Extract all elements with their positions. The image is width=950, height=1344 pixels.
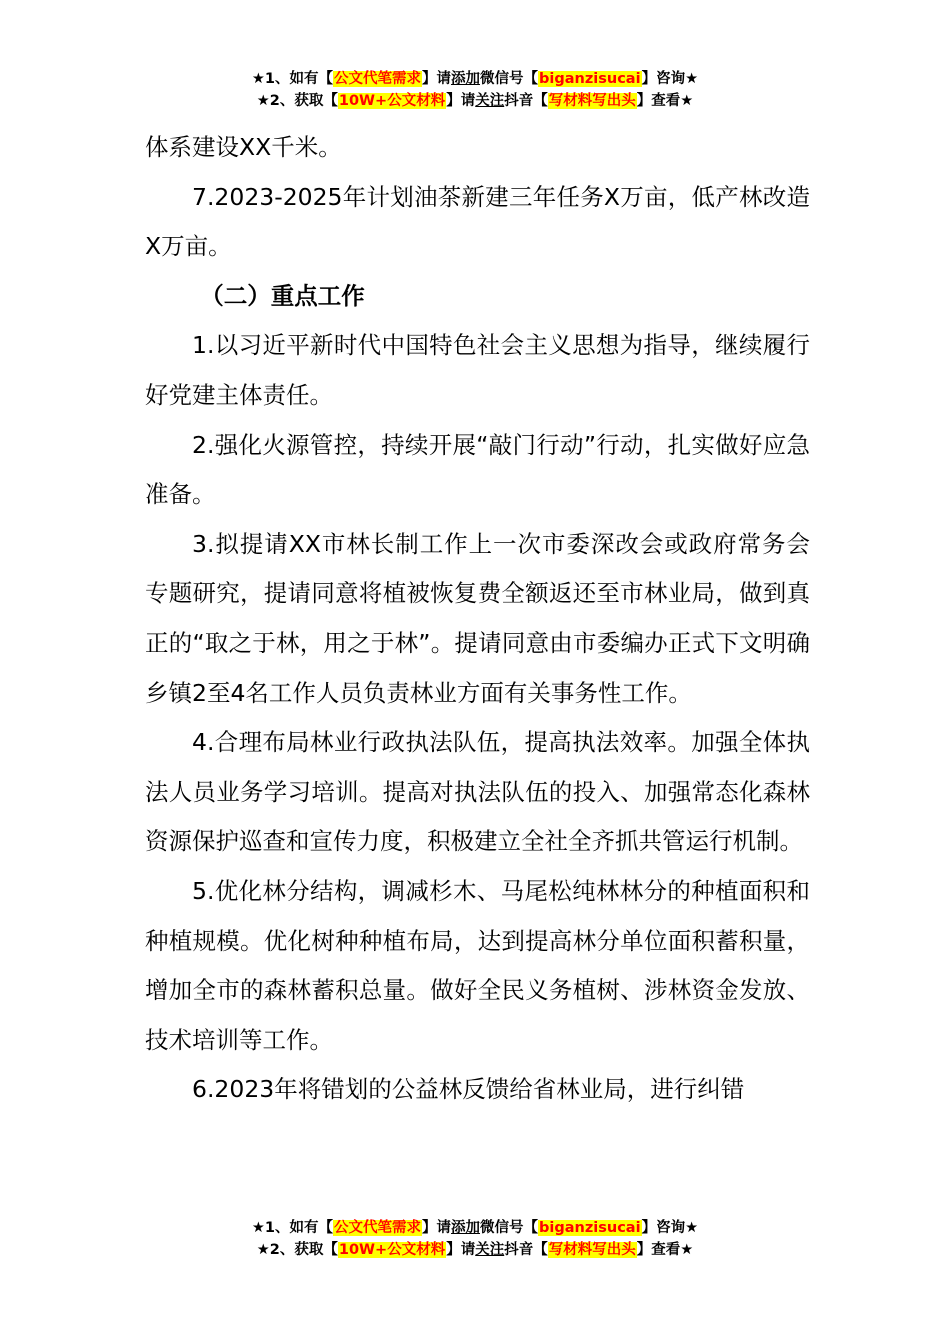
banner-line-2 bbox=[0, 90, 950, 112]
banner-underlined-text: 关注 bbox=[475, 1242, 505, 1258]
highlight-materials: 10W+公文材料 bbox=[338, 1242, 446, 1258]
highlight-materials: 10W+公文材料 bbox=[338, 93, 446, 109]
banner-text: ★2、获取【 bbox=[256, 93, 338, 109]
banner-text: 微信号【 bbox=[480, 71, 539, 87]
banner-text: 】查看★ bbox=[636, 93, 694, 109]
paragraph-item-1: 1.以习近平新时代中国特色社会主义思想为指导，继续履行好党建主体责任。 bbox=[145, 331, 810, 409]
section-heading: （二）重点工作 bbox=[200, 281, 365, 310]
banner-text: 】咨询★ bbox=[641, 1220, 699, 1236]
paragraph-continued: 体系建设XX千米。 bbox=[145, 133, 342, 161]
highlight-wechat-id: biganzisucai bbox=[539, 1220, 641, 1236]
banner-text: 】查看★ bbox=[636, 1242, 694, 1258]
banner-text: 抖音【 bbox=[504, 1242, 548, 1258]
header-banner bbox=[0, 68, 950, 112]
banner-text: ★1、如有【 bbox=[251, 71, 334, 87]
banner-line-1 bbox=[0, 1217, 950, 1239]
banner-line-1 bbox=[0, 68, 950, 90]
banner-text: 微信号【 bbox=[480, 1220, 539, 1236]
banner-underlined-text: 添加 bbox=[451, 71, 481, 87]
highlight-service: 公文代笔需求 bbox=[334, 71, 422, 87]
banner-text: 】请 bbox=[422, 1220, 452, 1236]
banner-text: ★1、如有【 bbox=[251, 1220, 334, 1236]
footer-banner bbox=[0, 1217, 950, 1261]
paragraph-item-2: 2.强化火源管控，持续开展“敲门行动”行动，扎实做好应急准备。 bbox=[145, 430, 810, 509]
banner-text: 】请 bbox=[446, 1242, 476, 1258]
banner-underlined-text: 添加 bbox=[451, 1220, 481, 1236]
banner-text: 】请 bbox=[422, 71, 452, 87]
paragraph-item-6: 6.2023年将错划的公益林反馈给省林业局，进行纠错 bbox=[192, 1075, 745, 1104]
paragraph-item-3: 3.拟提请XX市林长制工作上一次市委深改会或政府常务会专题研究，提请同意将植被恢复费全额返还至市林业局，做到真正的“取之于林，用之于林”。提请同意由市委编办正式下文明确乡镇2至4名工作人员负责林业方面有关事务性工作。 bbox=[145, 529, 810, 707]
banner-text: 】请 bbox=[446, 93, 476, 109]
paragraph-item-7: 7.2023-2025年计划油茶新建三年任务X万亩，低产林改造X万亩。 bbox=[145, 182, 810, 261]
highlight-douyin-account: 写材料写出头 bbox=[548, 93, 636, 109]
banner-text: 】咨询★ bbox=[641, 71, 699, 87]
paragraph-item-5: 5.优化林分结构，调减杉木、马尾松纯林林分的种植面积和种植规模。优化树种种植布局，达到提高林分单位面积蓄积量，增加全市的森林蓄积总量。做好全民义务植树、涉林资金发放、技术培训等工作。 bbox=[145, 876, 810, 1054]
paragraph-item-4: 4.合理布局林业行政执法队伍，提高执法效率。加强全体执法人员业务学习培训。提高对执法队伍的投入、加强常态化森林资源保护巡查和宣传力度，积极建立全社全齐抓共管运行机制。 bbox=[145, 728, 810, 856]
document-body bbox=[145, 123, 810, 1115]
banner-text: 抖音【 bbox=[504, 93, 548, 109]
highlight-wechat-id: biganzisucai bbox=[539, 71, 641, 87]
highlight-douyin-account: 写材料写出头 bbox=[548, 1242, 636, 1258]
highlight-service: 公文代笔需求 bbox=[334, 1220, 422, 1236]
banner-underlined-text: 关注 bbox=[475, 93, 505, 109]
banner-line-2 bbox=[0, 1239, 950, 1261]
banner-text: ★2、获取【 bbox=[256, 1242, 338, 1258]
